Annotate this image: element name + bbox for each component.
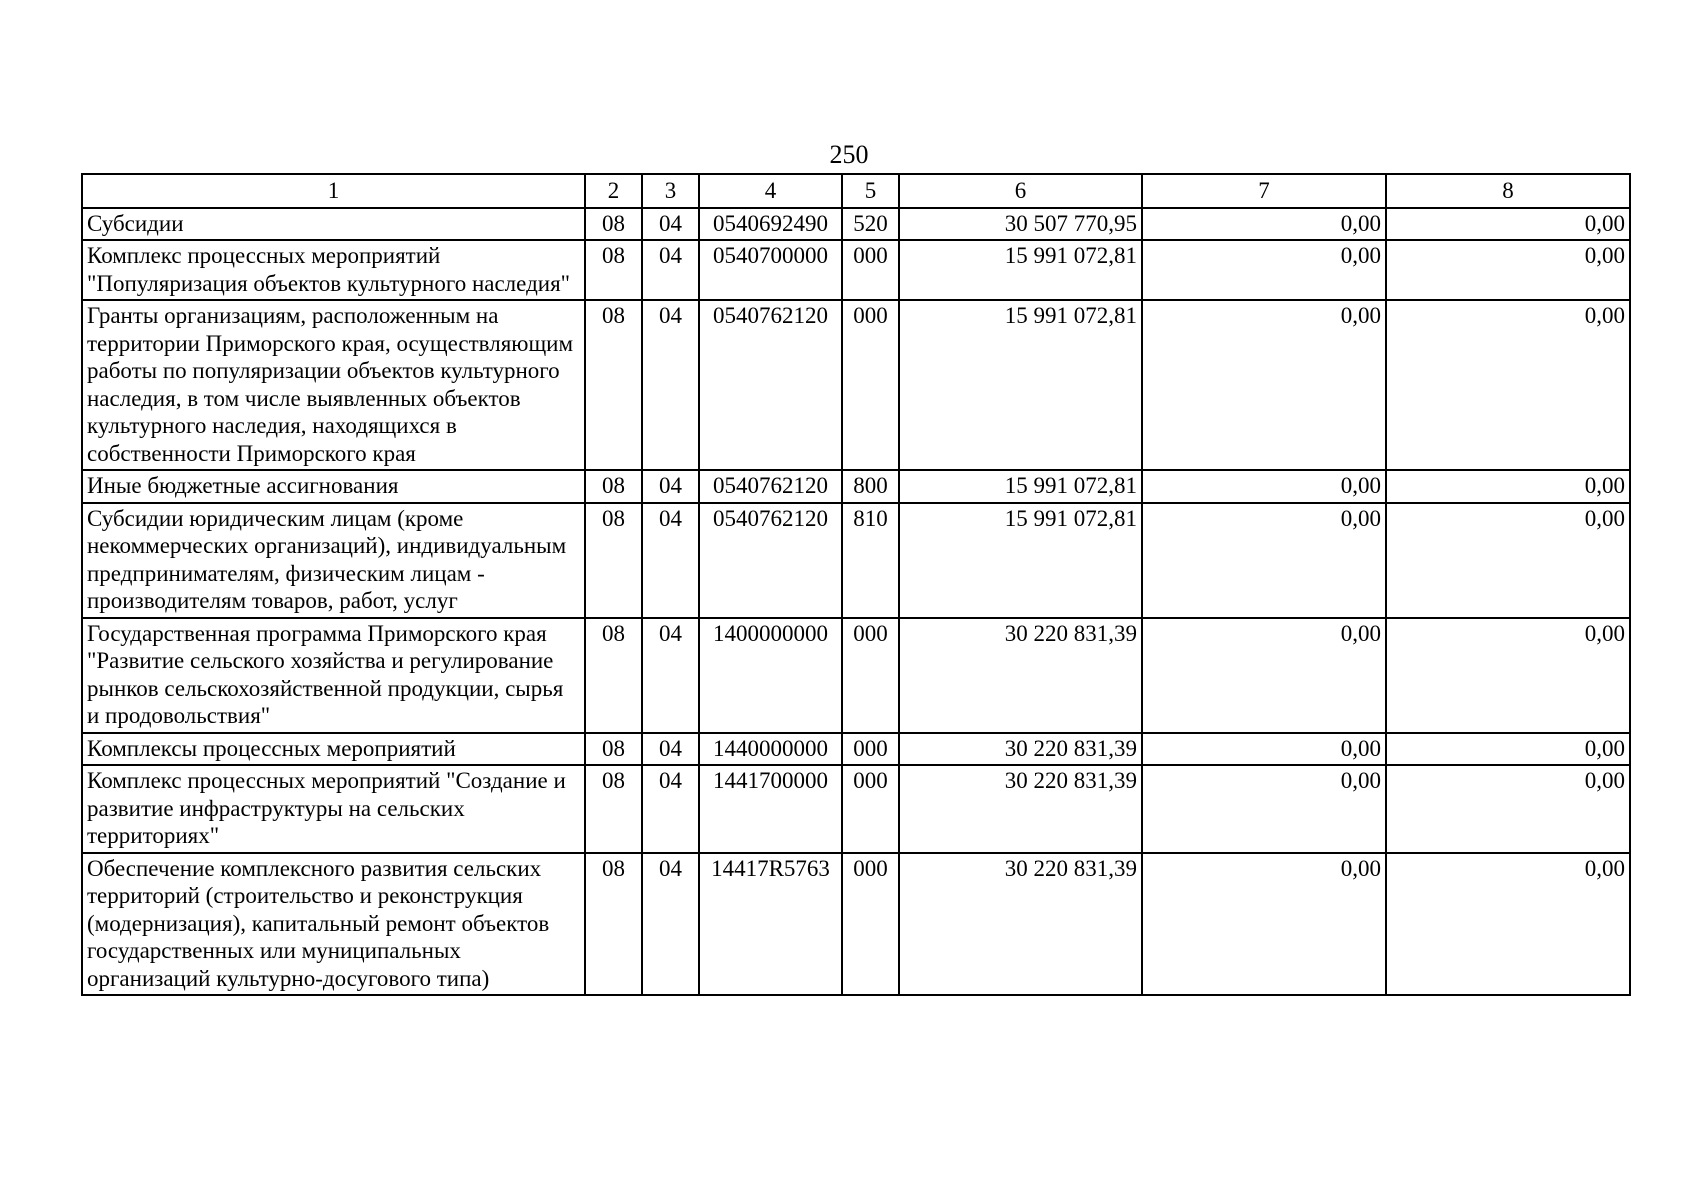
item-name: Государственная программа Приморского края "Развитие сельского хозяйства и регулирование рынков сельскохозяйственной продукции, сырья и продовольствия" <box>82 618 585 733</box>
amount-col-7: 0,00 <box>1142 240 1386 300</box>
amount-col-7: 0,00 <box>1142 300 1386 470</box>
item-name: Иные бюджетные ассигнования <box>82 470 585 503</box>
amount-col-8: 0,00 <box>1386 853 1630 996</box>
expense-type-code: 810 <box>842 503 899 618</box>
column-header: 4 <box>699 174 842 208</box>
subsection-code: 04 <box>642 208 699 241</box>
amount-col-7: 0,00 <box>1142 853 1386 996</box>
amount-col-6: 30 220 831,39 <box>899 733 1142 766</box>
column-header: 3 <box>642 174 699 208</box>
amount-col-7: 0,00 <box>1142 765 1386 853</box>
expense-type-code: 000 <box>842 765 899 853</box>
section-code: 08 <box>585 618 642 733</box>
target-article-code: 0540692490 <box>699 208 842 241</box>
subsection-code: 04 <box>642 300 699 470</box>
target-article-code: 0540762120 <box>699 503 842 618</box>
amount-col-8: 0,00 <box>1386 208 1630 241</box>
section-code: 08 <box>585 503 642 618</box>
item-name: Комплексы процессных мероприятий <box>82 733 585 766</box>
expense-type-code: 520 <box>842 208 899 241</box>
target-article-code: 14417R5763 <box>699 853 842 996</box>
target-article-code: 1400000000 <box>699 618 842 733</box>
section-code: 08 <box>585 853 642 996</box>
column-header: 2 <box>585 174 642 208</box>
amount-col-6: 15 991 072,81 <box>899 503 1142 618</box>
budget-table <box>81 173 1631 996</box>
item-name: Субсидии <box>82 208 585 241</box>
subsection-code: 04 <box>642 765 699 853</box>
amount-col-8: 0,00 <box>1386 300 1630 470</box>
expense-type-code: 800 <box>842 470 899 503</box>
amount-col-6: 30 220 831,39 <box>899 765 1142 853</box>
expense-type-code: 000 <box>842 733 899 766</box>
subsection-code: 04 <box>642 240 699 300</box>
column-header: 8 <box>1386 174 1630 208</box>
table-row <box>82 503 1630 618</box>
amount-col-7: 0,00 <box>1142 470 1386 503</box>
item-name: Субсидии юридическим лицам (кроме некоммерческих организаций), индивидуальным предпринимателям, физическим лицам - производителям товаров, работ, услуг <box>82 503 585 618</box>
expense-type-code: 000 <box>842 853 899 996</box>
item-name: Комплекс процессных мероприятий "Популяризация объектов культурного наследия" <box>82 240 585 300</box>
header-row <box>82 174 1630 208</box>
amount-col-6: 30 220 831,39 <box>899 853 1142 996</box>
amount-col-8: 0,00 <box>1386 503 1630 618</box>
amount-col-8: 0,00 <box>1386 618 1630 733</box>
column-header: 7 <box>1142 174 1386 208</box>
item-name: Комплекс процессных мероприятий "Создание и развитие инфраструктуры на сельских территориях" <box>82 765 585 853</box>
amount-col-8: 0,00 <box>1386 240 1630 300</box>
expense-type-code: 000 <box>842 618 899 733</box>
target-article-code: 1441700000 <box>699 765 842 853</box>
amount-col-6: 15 991 072,81 <box>899 470 1142 503</box>
subsection-code: 04 <box>642 733 699 766</box>
target-article-code: 0540700000 <box>699 240 842 300</box>
table-row <box>82 208 1630 241</box>
subsection-code: 04 <box>642 618 699 733</box>
amount-col-8: 0,00 <box>1386 470 1630 503</box>
column-header: 5 <box>842 174 899 208</box>
subsection-code: 04 <box>642 853 699 996</box>
amount-col-7: 0,00 <box>1142 618 1386 733</box>
amount-col-6: 30 507 770,95 <box>899 208 1142 241</box>
section-code: 08 <box>585 470 642 503</box>
amount-col-7: 0,00 <box>1142 503 1386 618</box>
amount-col-8: 0,00 <box>1386 733 1630 766</box>
table-row <box>82 470 1630 503</box>
section-code: 08 <box>585 208 642 241</box>
table-row <box>82 765 1630 853</box>
table-row <box>82 618 1630 733</box>
amount-col-6: 15 991 072,81 <box>899 240 1142 300</box>
subsection-code: 04 <box>642 503 699 618</box>
table-row <box>82 853 1630 996</box>
section-code: 08 <box>585 240 642 300</box>
table-row <box>82 240 1630 300</box>
page-number: 250 <box>829 140 869 169</box>
target-article-code: 0540762120 <box>699 300 842 470</box>
item-name: Гранты организациям, расположенным на территории Приморского края, осуществляющим работы по популяризации объектов культурного наследия, в том числе выявленных объектов культурного наследия, находящихся в собственности Приморского края <box>82 300 585 470</box>
target-article-code: 0540762120 <box>699 470 842 503</box>
expense-type-code: 000 <box>842 300 899 470</box>
section-code: 08 <box>585 300 642 470</box>
table-row <box>82 733 1630 766</box>
expense-type-code: 000 <box>842 240 899 300</box>
amount-col-8: 0,00 <box>1386 765 1630 853</box>
column-header: 1 <box>82 174 585 208</box>
item-name: Обеспечение комплексного развития сельских территорий (строительство и реконструкция (модернизация), капитальный ремонт объектов государственных или муниципальных организаций культурно-досугового типа) <box>82 853 585 996</box>
subsection-code: 04 <box>642 470 699 503</box>
amount-col-7: 0,00 <box>1142 733 1386 766</box>
section-code: 08 <box>585 733 642 766</box>
amount-col-6: 15 991 072,81 <box>899 300 1142 470</box>
target-article-code: 1440000000 <box>699 733 842 766</box>
column-header: 6 <box>899 174 1142 208</box>
section-code: 08 <box>585 765 642 853</box>
table-row <box>82 300 1630 470</box>
amount-col-7: 0,00 <box>1142 208 1386 241</box>
amount-col-6: 30 220 831,39 <box>899 618 1142 733</box>
